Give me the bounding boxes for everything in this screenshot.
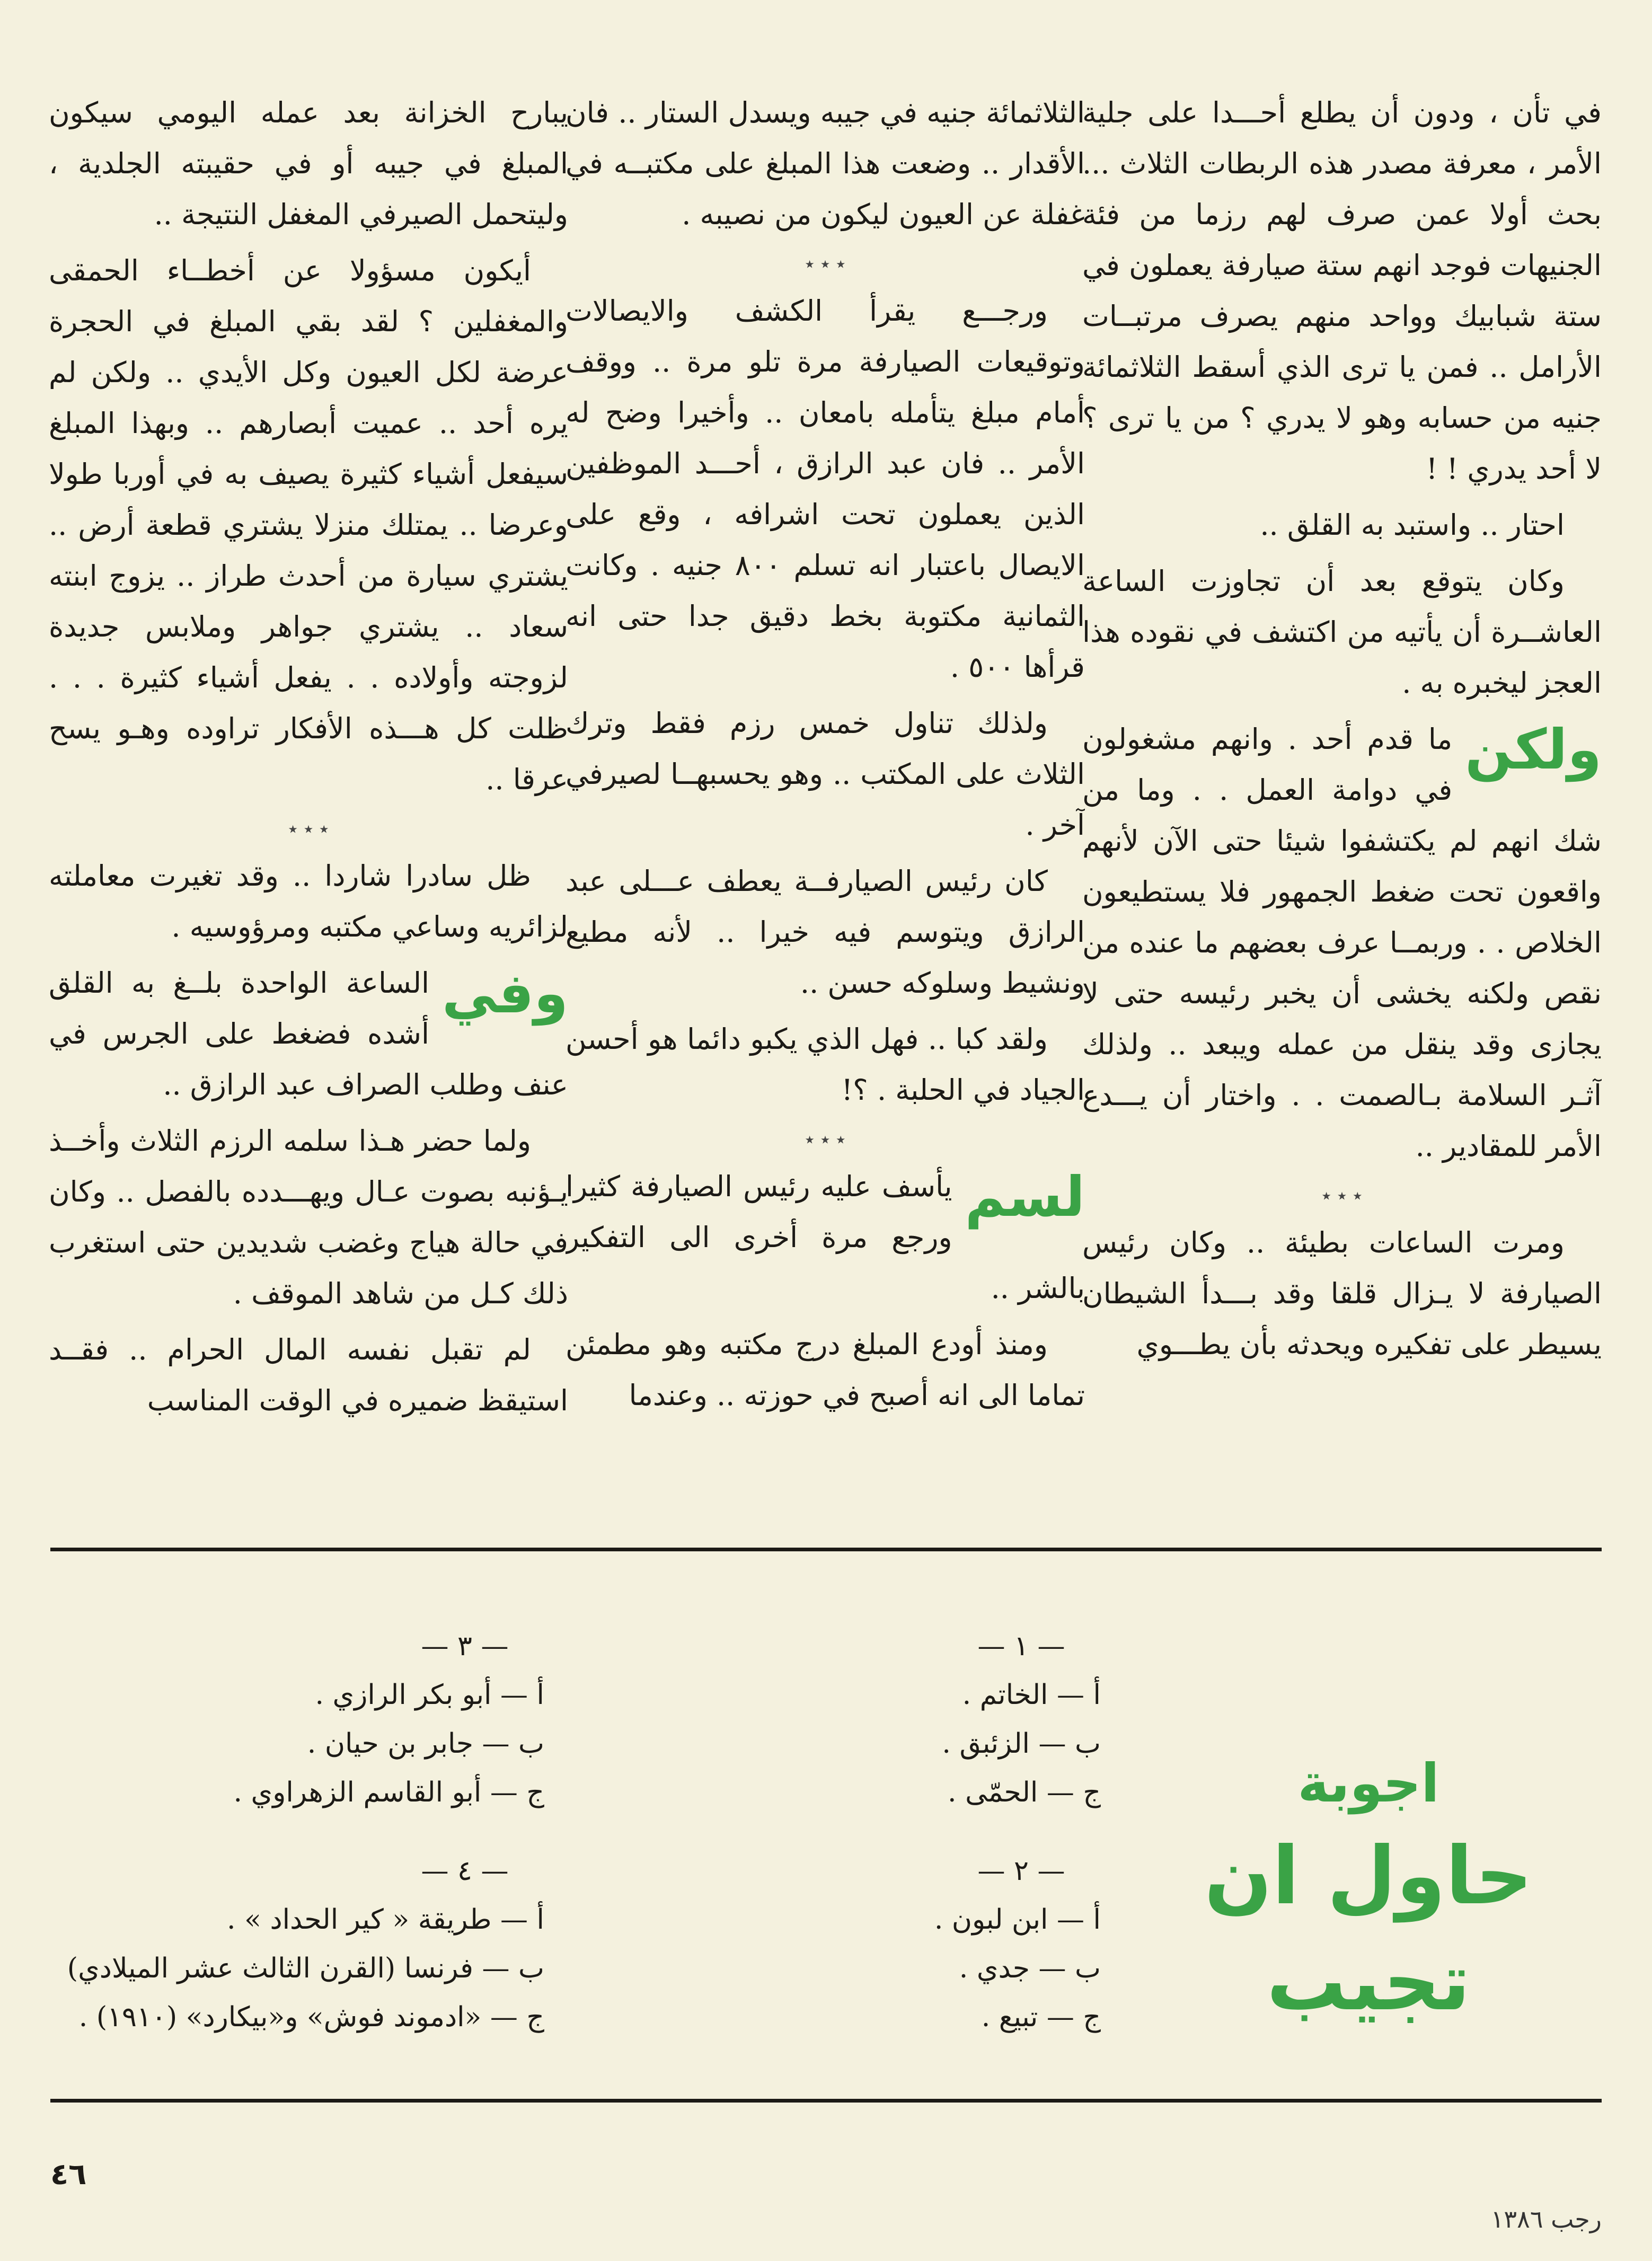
section-separator: ٭ ٭ ٭ — [805, 253, 846, 275]
answer-item: ج — أبو القاسم الزهراوي . — [233, 1777, 544, 1808]
dropcap-word: وفي — [442, 961, 568, 1026]
answer-group-number: — ٤ — — [421, 1855, 509, 1887]
paragraph: يبارح الخزانة بعد عمله اليومي سيكون المبلغ في جيبه أو في حقيبته الجلدية ، وليتحمل الصيرفي المغفل النتيجة .. — [49, 96, 568, 231]
answer-item: ب — جدي . — [959, 1953, 1101, 1984]
paragraph: احتار .. واستبد به القلق .. — [1260, 508, 1565, 542]
answer-list — [14, 1671, 544, 1817]
answer-item: أ — أبو بكر الرازي . — [315, 1679, 544, 1711]
answer-group-number: — ٢ — — [977, 1855, 1065, 1887]
dropcap-paragraph — [49, 958, 568, 1110]
divider-rule-bottom — [50, 2099, 1602, 2103]
issue-date: رجب ١٣٨٦ — [1490, 2205, 1602, 2233]
paragraph: ورجـــع يقرأ الكشف والايصالات وتوقيعات الصيارفة مرة تلو مرة .. ووقف أمام مبلغ يتأمله بامعان .. وأخيرا وضح له الأمر .. فان عبد الرازق ، أحـــد الموظفين الذين يعملون تحت اشرافه ، وقع على الايصال باعتبار انه تسلم ٨٠٠ جنيه . وكانت الثمانية مكتوبة بخط دقيق جدا حتى انه قرأها ٥٠٠ . — [566, 294, 1085, 684]
answer-group-number: — ٣ — — [421, 1630, 509, 1662]
paragraph: ظل سادرا شاردا .. وقد تغيرت معاملته لزائريه وساعي مكتبه ومرؤوسيه . — [49, 859, 568, 943]
answer-item: ب — فرنسا (القرن الثالث عشر الميلادي) — [67, 1953, 544, 1984]
answer-group-number: — ١ — — [977, 1630, 1065, 1662]
section-separator: ٭ ٭ ٭ — [1321, 1185, 1363, 1206]
paragraph: في تأن ، ودون أن يطلع أحـــدا على جلية الأمر ، معرفة مصدر هذه الربطات الثلاث ... بحث أولا عمن صرف لهم رزما من فئة الجنيهات فوجد انهم ستة صيارفة يعملون في ستة شبابيك وواحد منهم يصرف مرتبــات الأرامل .. فمن يا ترى الذي أسقط الثلاثمائة جنيه من حسابه وهو لا يدري ؟ من يا ترى ؟ لا أحد يدري ! ! — [1082, 96, 1602, 485]
dropcap-paragraph-text: يأسف عليه رئيس الصيارفة كثيرا ورجع مرة أخرى الى التفكير بالشر .. — [566, 1170, 1085, 1305]
answers-block-3-4 — [14, 1622, 544, 2042]
answer-item: أ — ابن لبون . — [934, 1904, 1101, 1936]
answer-item: أ — طريقة « كير الحداد » . — [227, 1904, 544, 1936]
section-separator: ٭ ٭ ٭ — [805, 1129, 846, 1150]
paragraph: الثلاثمائة جنيه في جيبه ويسدل الستار .. فان الأقدار .. وضعت هذا المبلغ على مكتبــه في غفلة عن العيون ليكون من نصيبه . — [566, 96, 1085, 231]
answers-heading — [1135, 1744, 1602, 2035]
dropcap-paragraph — [1082, 714, 1602, 1172]
answer-item: ج — الحمّى . — [948, 1777, 1101, 1808]
answer-list — [14, 1895, 544, 2042]
paragraph: وكان يتوقع بعد أن تجاوزت الساعة العاشــرة أن يأتيه من اكتشف في نقوده هذا العجز ليخبره به . — [1082, 564, 1602, 700]
answer-list — [730, 1895, 1101, 2042]
paragraph: أيكون مسؤولا عن أخطــاء الحمقى والمغفلين ؟ لقد بقي المبلغ في الحجرة عرضة لكل العيون وكل الأيدي .. ولكن لم يره أحد .. عميت أبصارهم .. وبهذا المبلغ سيفعل أشياء كثيرة يصيف به في أوربا طولا وعرضا .. يمتلك منزلا يشتري قطعة أرض .. يشتري سيارة من أحدث طراز .. يزوج ابنته سعاد .. يشتري جواهر وملابس جديدة لزوجته وأولاده . . يفعل أشياء كثيرة . . . ظلت كل هـــذه الأفكار تراوده وهـو يسح عرقا .. — [49, 254, 568, 796]
dropcap-paragraph — [566, 1161, 1085, 1314]
dropcap-paragraph-text: الساعة الواحدة بلــغ به القلق أشده فضغط على الجرس في عنف وطلب الصراف عبد الرازق .. — [49, 966, 568, 1101]
article-column-left — [49, 87, 568, 1513]
answer-item: ب — الزئبق . — [942, 1728, 1101, 1760]
paragraph: ولقد كبا .. فهل الذي يكبو دائما هو أحسن الجياد في الحلبة . ؟! — [566, 1022, 1085, 1107]
article-column-right — [1082, 87, 1602, 1513]
answer-list — [730, 1671, 1101, 1817]
paragraph: ومنذ أودع المبلغ درج مكتبه وهو مطمئن تماما الى انه أصبح في حوزته .. وعندما — [566, 1328, 1085, 1412]
dropcap-word: ولكن — [1465, 717, 1602, 782]
divider-rule-top — [50, 1548, 1602, 1551]
answers-heading-title: اجوبة — [1297, 1752, 1439, 1814]
answer-item: ج — تبيع . — [981, 2001, 1101, 2033]
page-number: ٤٦ — [50, 2157, 87, 2192]
answers-block-1-2 — [730, 1622, 1101, 2042]
paragraph: ولذلك تناول خمس رزم فقط وترك الثلاث على المكتب .. وهو يحسبهــا لصيرفي آخر . — [566, 706, 1085, 842]
article-column-middle — [566, 87, 1085, 1513]
paragraph: كان رئيس الصيارفــة يعطف عـــلى عبد الرازق ويتوسم فيه خيرا .. لأنه مطيع ونشيط وسلوكه حسن .. — [566, 864, 1085, 1000]
answer-item: ب — جابر بن حيان . — [307, 1728, 544, 1760]
dropcap-paragraph-text: ما قدم أحد . وانهم مشغولون في دوامة العمل . . وما من شك انهم لم يكتشفوا شيئا حتى الآن لأنهم واقعون تحت ضغط الجمهور فلا يستطيعون الخلاص . . وربمــا عرف بعضهم ما عنده من نقص ولكنه يخشى أن يخبر رئيسه حتى لا يجازى وقد ينقل من عمله ويبعد .. ولذلك آثـر السلامة بـالصمت . . واختار أن يـــدع الأمر للمقادير .. — [1082, 722, 1602, 1163]
paragraph: ولما حضر هـذا سلمه الرزم الثلاث وأخــذ يـؤنبه بصوت عـال ويهـــدده بالفصل .. وكان في حالة هياج وغضب شديدين حتى استغرب ذلك كـل من شاهد الموقف . — [49, 1124, 568, 1310]
section-separator: ٭ ٭ ٭ — [288, 818, 329, 840]
answers-heading-subtitle: حاول ان تجيب — [1204, 1830, 1533, 2028]
answer-item: ج — «ادموند فوش» و«بيكارد» (١٩١٠) . — [78, 2001, 544, 2033]
paragraph: ومرت الساعات بطيئة .. وكان رئيس الصيارفة لا يـزال قلقا وقد بـــدأ الشيطان يسيطر على تفكيره ويحدثه بأن يطـــوي — [1082, 1226, 1602, 1361]
dropcap-word: لسم — [965, 1164, 1085, 1229]
answer-item: أ — الخاتم . — [962, 1679, 1101, 1711]
paragraph: لم تقبل نفسه المال الحرام .. فقــد استيقظ ضميره في الوقت المناسب — [49, 1333, 568, 1417]
